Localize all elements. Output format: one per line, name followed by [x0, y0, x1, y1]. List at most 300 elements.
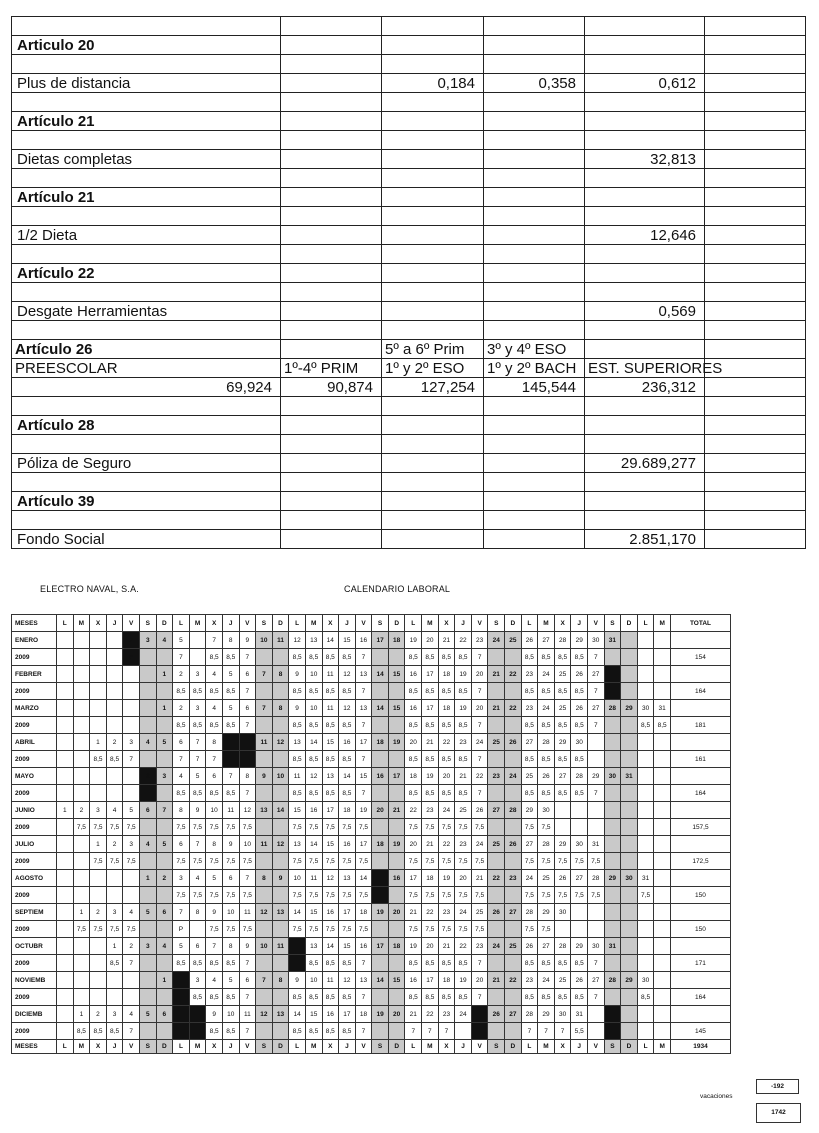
day-cell: 7 — [471, 955, 488, 972]
day-cell: 8,5 — [289, 683, 306, 700]
day-cell — [106, 972, 123, 989]
day-cell: 11 — [239, 1006, 256, 1023]
day-cell: 8,5 — [173, 683, 190, 700]
day-cell — [123, 683, 140, 700]
day-cell: 12 — [256, 904, 273, 921]
day-cell: 8,5 — [289, 785, 306, 802]
day-cell: 2 — [173, 700, 190, 717]
day-cell — [139, 853, 156, 870]
day-cell: 4 — [206, 700, 223, 717]
day-cell: 19 — [372, 904, 389, 921]
day-cell — [139, 717, 156, 734]
day-cell: 7,5 — [554, 887, 571, 904]
convenio-cell — [382, 435, 484, 454]
convenio-cell — [484, 207, 585, 226]
weekday-header: X — [206, 615, 223, 632]
day-cell: 28 — [571, 768, 588, 785]
day-cell: 2 — [139, 768, 156, 785]
day-cell — [388, 785, 405, 802]
day-cell — [654, 1023, 671, 1040]
convenio-cell — [382, 93, 484, 112]
day-cell: 7 — [355, 649, 372, 666]
day-cell: 23 — [438, 904, 455, 921]
day-cell — [139, 887, 156, 904]
day-cell: 8,5 — [173, 955, 190, 972]
day-cell — [189, 1023, 206, 1040]
day-cell: 7,5 — [305, 921, 322, 938]
day-cell — [604, 955, 621, 972]
convenio-row — [12, 454, 806, 473]
convenio-cell — [585, 55, 705, 74]
convenio-cell — [484, 302, 585, 321]
day-cell: 30 — [554, 1006, 571, 1023]
month-total: 164 — [670, 683, 730, 700]
day-cell: 3 — [123, 734, 140, 751]
day-cell: 29 — [554, 836, 571, 853]
weekday-header: X — [438, 615, 455, 632]
month-label: OCTUBR — [12, 938, 57, 955]
day-cell — [621, 938, 638, 955]
day-cell: 6 — [156, 1006, 173, 1023]
month-total: 164 — [670, 785, 730, 802]
day-cell: 7,5 — [90, 853, 107, 870]
convenio-cell — [705, 169, 806, 188]
day-cell — [57, 819, 74, 836]
day-cell: 23 — [471, 938, 488, 955]
day-cell: 21 — [405, 904, 422, 921]
day-cell: 8,5 — [455, 649, 472, 666]
month-label: JULIO — [12, 836, 57, 853]
day-cell — [571, 819, 588, 836]
weekday-footer: L — [57, 1040, 74, 1054]
day-cell: 9 — [289, 700, 306, 717]
day-cell: 28 — [604, 972, 621, 989]
day-cell — [455, 1023, 472, 1040]
day-cell — [222, 751, 239, 768]
day-cell: 7,5 — [289, 853, 306, 870]
day-cell: 8,5 — [455, 717, 472, 734]
day-cell: 15 — [339, 632, 356, 649]
day-cell — [156, 887, 173, 904]
day-cell — [621, 802, 638, 819]
convenio-cell — [484, 36, 585, 55]
day-cell: 7,5 — [455, 853, 472, 870]
convenio-cell — [585, 492, 705, 511]
day-cell — [156, 955, 173, 972]
day-cell: 17 — [339, 1006, 356, 1023]
day-cell: 8,5 — [438, 989, 455, 1006]
convenio-cell: Artículo 39 — [12, 492, 281, 511]
day-cell: 16 — [322, 904, 339, 921]
day-cell: 26 — [505, 836, 522, 853]
day-cell: 30 — [571, 734, 588, 751]
day-cell: 8,5 — [222, 1023, 239, 1040]
day-cell — [222, 734, 239, 751]
convenio-cell: 0,358 — [484, 74, 585, 93]
day-cell: 30 — [571, 836, 588, 853]
weekday-header: D — [156, 615, 173, 632]
month-label: MARZO — [12, 700, 57, 717]
month-label: 2009 — [12, 853, 57, 870]
day-cell — [637, 649, 654, 666]
convenio-row — [12, 112, 806, 131]
day-cell — [471, 1006, 488, 1023]
convenio-cell: 236,312 — [585, 378, 705, 397]
day-cell — [189, 649, 206, 666]
day-cell: 8,5 — [571, 683, 588, 700]
day-cell: 7,5 — [206, 853, 223, 870]
grand-total: 1934 — [670, 1040, 730, 1054]
day-cell: 8,5 — [322, 989, 339, 1006]
weekday-header: D — [621, 615, 638, 632]
weekday-footer: X — [322, 1040, 339, 1054]
month-total: 164 — [670, 989, 730, 1006]
day-cell: 18 — [339, 802, 356, 819]
day-cell: 10 — [239, 836, 256, 853]
convenio-cell — [484, 245, 585, 264]
day-cell — [621, 734, 638, 751]
day-cell: 20 — [422, 938, 439, 955]
convenio-cell — [281, 226, 382, 245]
day-cell — [637, 1023, 654, 1040]
day-cell: 8,5 — [322, 785, 339, 802]
day-cell: P — [123, 649, 140, 666]
convenio-cell — [484, 416, 585, 435]
day-cell — [654, 921, 671, 938]
day-cell: 7,5 — [289, 887, 306, 904]
day-cell — [488, 751, 505, 768]
day-cell: 27 — [588, 666, 605, 683]
day-cell: 6 — [239, 666, 256, 683]
convenio-cell — [12, 131, 281, 150]
day-cell: 5 — [222, 700, 239, 717]
convenio-cell — [281, 36, 382, 55]
convenio-cell — [585, 416, 705, 435]
day-cell: 8 — [222, 632, 239, 649]
day-cell: 14 — [305, 734, 322, 751]
day-cell: 3 — [106, 904, 123, 921]
month-total — [670, 870, 730, 887]
day-cell — [388, 683, 405, 700]
day-cell — [604, 1023, 621, 1040]
convenio-cell — [585, 473, 705, 492]
convenio-cell — [281, 473, 382, 492]
day-cell: 21 — [488, 700, 505, 717]
day-cell: 13 — [256, 802, 273, 819]
day-cell — [588, 1006, 605, 1023]
day-cell: 8,5 — [189, 955, 206, 972]
convenio-row — [12, 93, 806, 112]
day-cell: 19 — [455, 700, 472, 717]
day-cell — [106, 683, 123, 700]
day-cell: 7,5 — [106, 853, 123, 870]
day-cell — [57, 683, 74, 700]
day-cell: 28 — [505, 802, 522, 819]
convenio-cell: 0,184 — [382, 74, 484, 93]
day-cell: 17 — [372, 632, 389, 649]
month-total — [670, 836, 730, 853]
day-cell: 6 — [222, 870, 239, 887]
convenio-cell — [484, 226, 585, 245]
day-cell: 27 — [538, 632, 555, 649]
day-cell: 7,5 — [405, 853, 422, 870]
day-cell: 15 — [339, 938, 356, 955]
day-cell: 9 — [206, 904, 223, 921]
day-cell: 20 — [471, 972, 488, 989]
weekday-footer: J — [339, 1040, 356, 1054]
day-cell — [372, 870, 389, 887]
day-cell: 27 — [588, 972, 605, 989]
convenio-cell — [585, 511, 705, 530]
convenio-cell: Artículo 21 — [12, 112, 281, 131]
day-cell: 22 — [505, 972, 522, 989]
month-total: 150 — [670, 921, 730, 938]
convenio-cell — [12, 397, 281, 416]
day-cell — [654, 938, 671, 955]
day-cell — [488, 717, 505, 734]
day-cell: 18 — [438, 972, 455, 989]
convenio-cell — [484, 112, 585, 131]
convenio-cell — [705, 188, 806, 207]
day-cell: 7,5 — [355, 921, 372, 938]
day-cell: 19 — [405, 632, 422, 649]
day-cell: 9 — [239, 632, 256, 649]
day-cell: 11 — [322, 972, 339, 989]
day-cell: 10 — [305, 972, 322, 989]
convenio-cell: 2.851,170 — [585, 530, 705, 549]
month-label: 2009 — [12, 989, 57, 1006]
day-cell: 9 — [189, 802, 206, 819]
day-cell: 7,5 — [222, 819, 239, 836]
day-cell: 10 — [272, 768, 289, 785]
weekday-footer: J — [571, 1040, 588, 1054]
day-cell — [73, 938, 90, 955]
day-cell: 16 — [339, 734, 356, 751]
day-cell: 8 — [272, 666, 289, 683]
convenio-cell — [585, 435, 705, 454]
day-cell: 7,5 — [239, 887, 256, 904]
day-cell: 17 — [388, 768, 405, 785]
day-cell: 18 — [405, 768, 422, 785]
day-cell: 12 — [272, 836, 289, 853]
day-cell: 4 — [189, 870, 206, 887]
convenio-cell — [484, 321, 585, 340]
day-cell: 8,5 — [173, 717, 190, 734]
weekday-footer: J — [222, 1040, 239, 1054]
convenio-cell — [382, 416, 484, 435]
day-cell: 8,5 — [538, 717, 555, 734]
day-cell: 27 — [488, 802, 505, 819]
header-months-label: MESES — [12, 615, 57, 632]
convenio-cell — [281, 188, 382, 207]
convenio-cell — [382, 188, 484, 207]
day-cell: 27 — [521, 734, 538, 751]
month-total: 181 — [670, 717, 730, 734]
day-cell: 23 — [455, 734, 472, 751]
day-cell: 26 — [571, 700, 588, 717]
day-cell: 27 — [538, 938, 555, 955]
day-cell — [139, 1023, 156, 1040]
convenio-cell — [382, 302, 484, 321]
convenio-cell — [705, 511, 806, 530]
day-cell: 7 — [256, 666, 273, 683]
convenio-cell — [585, 131, 705, 150]
day-cell: 13 — [355, 972, 372, 989]
day-cell — [604, 887, 621, 904]
day-cell — [372, 785, 389, 802]
day-cell: 25 — [554, 700, 571, 717]
convenio-cell — [705, 321, 806, 340]
day-cell — [106, 768, 123, 785]
day-cell — [272, 717, 289, 734]
day-cell — [57, 632, 74, 649]
calendar-row — [12, 870, 731, 887]
day-cell: 12 — [339, 666, 356, 683]
day-cell: 8,5 — [289, 717, 306, 734]
day-cell: 21 — [438, 632, 455, 649]
day-cell: 8 — [272, 700, 289, 717]
convenio-row — [12, 511, 806, 530]
weekday-footer: S — [139, 1040, 156, 1054]
convenio-cell — [484, 283, 585, 302]
day-cell: 7 — [471, 785, 488, 802]
day-cell — [123, 700, 140, 717]
day-cell: 3 — [123, 836, 140, 853]
day-cell — [272, 955, 289, 972]
day-cell: 2 — [123, 938, 140, 955]
day-cell: 11 — [272, 938, 289, 955]
day-cell: 7 — [222, 768, 239, 785]
weekday-footer: S — [372, 1040, 389, 1054]
day-cell: 7,5 — [422, 853, 439, 870]
day-cell: 24 — [538, 972, 555, 989]
convenio-cell: Articulo 20 — [12, 36, 281, 55]
day-cell: 22 — [455, 938, 472, 955]
day-cell: 21 — [455, 768, 472, 785]
day-cell: 14 — [372, 666, 389, 683]
convenio-row — [12, 530, 806, 549]
convenio-cell — [585, 340, 705, 359]
day-cell — [57, 734, 74, 751]
convenio-cell — [382, 511, 484, 530]
day-cell: 30 — [588, 938, 605, 955]
month-total: 171 — [670, 955, 730, 972]
day-cell: 10 — [206, 802, 223, 819]
day-cell: 20 — [372, 802, 389, 819]
convenio-cell — [484, 473, 585, 492]
calendar-row — [12, 802, 731, 819]
day-cell: 25 — [554, 666, 571, 683]
day-cell: 8 — [222, 938, 239, 955]
month-label: 2009 — [12, 751, 57, 768]
day-cell: 7 — [173, 751, 190, 768]
day-cell: 1 — [57, 802, 74, 819]
day-cell: 11 — [322, 666, 339, 683]
day-cell — [256, 649, 273, 666]
day-cell — [256, 717, 273, 734]
day-cell: 7,5 — [471, 887, 488, 904]
weekday-header: J — [339, 615, 356, 632]
day-cell: 7 — [521, 1023, 538, 1040]
day-cell — [637, 819, 654, 836]
day-cell: 22 — [405, 802, 422, 819]
weekday-header: M — [654, 615, 671, 632]
day-cell: 16 — [405, 700, 422, 717]
day-cell: 7,5 — [289, 921, 306, 938]
day-cell — [488, 989, 505, 1006]
day-cell: 11 — [272, 632, 289, 649]
day-cell: 8,5 — [106, 955, 123, 972]
convenio-cell — [705, 492, 806, 511]
day-cell: 12 — [322, 870, 339, 887]
day-cell: 25 — [488, 734, 505, 751]
day-cell: 3 — [189, 972, 206, 989]
day-cell: 7,5 — [222, 887, 239, 904]
day-cell — [505, 853, 522, 870]
day-cell — [621, 717, 638, 734]
day-cell: 8,5 — [339, 955, 356, 972]
day-cell: 24 — [471, 734, 488, 751]
day-cell — [57, 768, 74, 785]
day-cell: 8,5 — [571, 751, 588, 768]
day-cell: 7,5 — [173, 887, 190, 904]
day-cell: 17 — [372, 938, 389, 955]
day-cell: 7,5 — [339, 853, 356, 870]
day-cell: 18 — [438, 700, 455, 717]
day-cell: 8,5 — [571, 785, 588, 802]
day-cell: 14 — [289, 904, 306, 921]
calendar-row — [12, 1023, 731, 1040]
month-total — [670, 700, 730, 717]
day-cell: 13 — [322, 768, 339, 785]
convenio-cell — [484, 150, 585, 169]
day-cell — [654, 1006, 671, 1023]
day-cell: 8,5 — [571, 955, 588, 972]
day-cell — [239, 751, 256, 768]
day-cell: 21 — [471, 870, 488, 887]
convenio-cell: 29.689,277 — [585, 454, 705, 473]
totals-box — [756, 1079, 799, 1094]
day-cell: 4 — [206, 666, 223, 683]
day-cell — [57, 904, 74, 921]
day-cell: 8,5 — [322, 717, 339, 734]
day-cell: 7 — [355, 955, 372, 972]
day-cell: 22 — [488, 870, 505, 887]
convenio-cell — [585, 93, 705, 112]
weekday-header: V — [588, 615, 605, 632]
day-cell: 9 — [256, 768, 273, 785]
weekday-footer: J — [455, 1040, 472, 1054]
day-cell: 26 — [488, 1006, 505, 1023]
day-cell: 22 — [455, 632, 472, 649]
day-cell — [106, 700, 123, 717]
day-cell — [272, 853, 289, 870]
day-cell: 7,5 — [305, 887, 322, 904]
day-cell — [139, 751, 156, 768]
day-cell — [621, 955, 638, 972]
weekday-header: S — [488, 615, 505, 632]
convenio-cell — [382, 169, 484, 188]
calendar-row — [12, 955, 731, 972]
day-cell: 7 — [189, 751, 206, 768]
weekday-footer: V — [588, 1040, 605, 1054]
day-cell: 30 — [637, 972, 654, 989]
convenio-cell — [382, 530, 484, 549]
day-cell: 1 — [156, 700, 173, 717]
convenio-row — [12, 131, 806, 150]
day-cell — [637, 734, 654, 751]
day-cell — [654, 989, 671, 1006]
